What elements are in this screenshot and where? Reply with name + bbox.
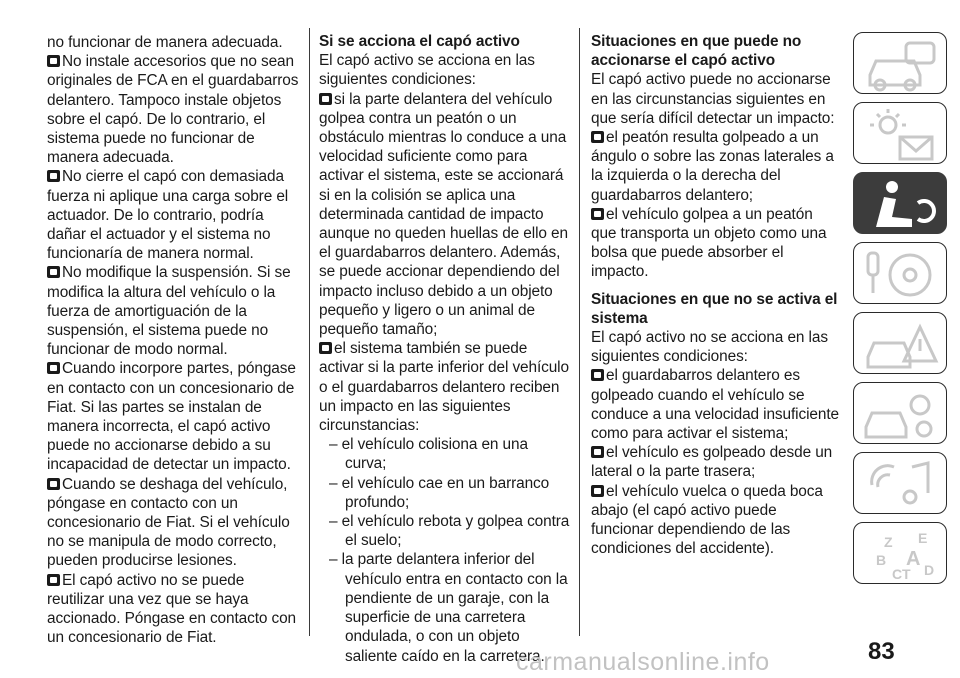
bullet-text: El capó activo no se puede reutilizar una vez que se haya accionado. Póngase en contacto con un concesionario de Fiat. bbox=[47, 571, 297, 647]
bullet-item bbox=[591, 482, 841, 559]
bullet-box-icon bbox=[47, 574, 60, 586]
svg-text:E: E bbox=[918, 530, 928, 546]
bullet-item bbox=[47, 475, 299, 571]
bullet-item bbox=[591, 366, 841, 443]
bullet-text: No cierre el capó con demasiada fuerza ni aplique una carga sobre el actuador. De lo contrario, podría dañar el actuador y el sistema no funcionaría de manera normal. bbox=[47, 168, 289, 263]
bullet-text: el guardabarros delantero es golpeado cuando el vehículo se conduce a una velocidad insuficiente como para activar el sistema; bbox=[591, 367, 839, 443]
bullet-text: el vehículo vuelca o queda boca abajo (el capó activo puede funcionar dependiendo de las condiciones del accidente). bbox=[591, 482, 823, 558]
bullet-text: el vehículo golpea a un peatón que transporta un objeto como una bolsa que puede absorber el impacto. bbox=[591, 205, 827, 281]
bullet-box-icon bbox=[47, 362, 60, 374]
footer-watermark: carmanualsonline.info bbox=[516, 648, 770, 676]
page-number: 83 bbox=[868, 638, 895, 665]
paragraph: El capó activo puede no accionarse en las circunstancias siguientes en que sería difícil detectar un impacto: bbox=[591, 71, 835, 127]
bullet-text: el vehículo es golpeado desde un lateral o la parte trasera; bbox=[591, 444, 833, 481]
column-divider bbox=[309, 28, 310, 636]
paragraph: El capó activo se acciona en las siguientes condiciones: bbox=[319, 52, 535, 89]
bullet-text: No instale accesorios que no sean originales de FCA en el guardabarros delantero. Tampoco instale objetos sobre el capó. De lo contrario, el sistema puede no funcionar de manera adecuada. bbox=[47, 53, 299, 167]
column-left bbox=[47, 33, 299, 648]
section-tab[interactable] bbox=[853, 102, 947, 164]
section-tab[interactable] bbox=[853, 32, 947, 94]
svg-text:B: B bbox=[876, 552, 887, 568]
bullet-item bbox=[591, 128, 841, 205]
sub-list-item: – el vehículo rebota y golpea contra el suelo; bbox=[329, 513, 570, 550]
bullet-box-icon bbox=[319, 342, 332, 354]
bullet-box-icon bbox=[47, 266, 60, 278]
svg-text:T: T bbox=[902, 566, 911, 582]
bullet-box-icon bbox=[591, 485, 604, 497]
section-tab[interactable] bbox=[853, 242, 947, 304]
bullet-item bbox=[47, 52, 299, 167]
svg-text:D: D bbox=[924, 562, 935, 578]
column-right bbox=[591, 32, 841, 558]
bullet-item bbox=[47, 167, 299, 263]
svg-text:A: A bbox=[906, 548, 921, 570]
bullet-box-icon bbox=[591, 369, 604, 381]
paragraph: El capó activo no se acciona en las siguientes condiciones: bbox=[591, 329, 828, 366]
column-divider bbox=[579, 28, 580, 636]
bullet-item bbox=[47, 263, 299, 359]
bullet-text: si la parte delantera del vehículo golpea contra un peatón o un obstáculo mientras lo conduce a una velocidad suficiente como para activar el sistema, este se accionará si en la colisión se aplica una determinada cantidad de impacto aunque no queden huellas de ello en el guardabarros delantero. Además, se puede accionar dependiendo del impacto incluso debido a un objeto pequeño y ligero o un animal de pequeño tamaño; bbox=[319, 90, 568, 339]
section-tab[interactable] bbox=[853, 452, 947, 514]
bullet-item bbox=[591, 205, 841, 282]
section-heading: Situaciones en que no se activa el sistema bbox=[591, 290, 838, 327]
section-tab[interactable] bbox=[853, 522, 947, 584]
bullet-box-icon bbox=[319, 93, 332, 105]
bullet-item bbox=[319, 339, 573, 435]
sub-list-item: – la parte delantera inferior del vehículo entra en contacto con la pendiente de un garaje, con la superficie de una carretera ondulada, o con un objeto saliente caído en la carretera. bbox=[329, 551, 568, 665]
section-heading: Situaciones en que puede no accionarse el capó activo bbox=[591, 33, 802, 70]
bullet-box-icon bbox=[591, 131, 604, 143]
section-tab[interactable] bbox=[853, 172, 947, 234]
sub-list-item: – el vehículo cae en un barranco profundo; bbox=[329, 474, 550, 511]
bullet-box-icon bbox=[591, 208, 604, 220]
bullet-item bbox=[47, 359, 299, 474]
bullet-text: No modifique la suspensión. Si se modifica la altura del vehículo o la fuerza de amortiguación de la suspensión, el sistema puede no funcionar de modo normal. bbox=[47, 264, 291, 359]
section-heading: Si se acciona el capó activo bbox=[319, 33, 520, 50]
bullet-text: Cuando incorpore partes, póngase en contacto con un concesionario de Fiat. Si las partes se instalan de manera incorrecta, el capó activo puede no accionarse debido a su incapacidad de detectar un impacto. bbox=[47, 360, 296, 474]
svg-text:Z: Z bbox=[884, 534, 893, 550]
bullet-text: el peatón resulta golpeado a un ángulo o sobre las zonas laterales a la izquierda o la derecha del guardabarros delantero; bbox=[591, 129, 834, 204]
bullet-item bbox=[47, 571, 299, 648]
bullet-item bbox=[319, 90, 573, 340]
column-middle bbox=[319, 32, 573, 666]
bullet-item bbox=[591, 443, 841, 481]
svg-text:C: C bbox=[892, 566, 903, 582]
paragraph: no funcionar de manera adecuada. bbox=[47, 34, 283, 51]
bullet-box-icon bbox=[591, 446, 604, 458]
bullet-text: el sistema también se puede activar si la parte inferior del vehículo o el guardabarros delantero reciben un impacto en las siguientes circunstancias: bbox=[319, 340, 569, 435]
sub-list-item: – el vehículo colisiona en una curva; bbox=[329, 436, 528, 473]
bullet-text: Cuando se deshaga del vehículo, póngase en contacto con un concesionario de Fiat. Si el vehículo no se manipula de modo correcto, pueden producirse lesiones. bbox=[47, 475, 290, 570]
section-tab[interactable] bbox=[853, 382, 947, 444]
bullet-box-icon bbox=[47, 478, 60, 490]
bullet-box-icon bbox=[47, 170, 60, 182]
bullet-box-icon bbox=[47, 55, 60, 67]
section-tab[interactable] bbox=[853, 312, 947, 374]
